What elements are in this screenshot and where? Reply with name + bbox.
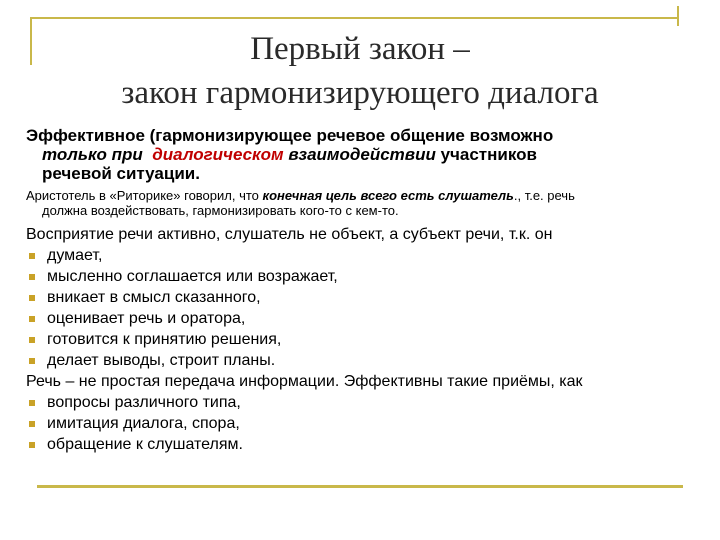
lead-line-2 <box>26 145 714 164</box>
square-bullet-icon <box>29 316 35 322</box>
aristotle-quote <box>26 188 714 218</box>
square-bullet-icon <box>29 400 35 406</box>
lead-italic-text: только при <box>42 145 143 164</box>
frame-bottom-rule <box>37 485 683 488</box>
square-bullet-icon <box>29 253 35 259</box>
list-item: думает, <box>26 245 714 266</box>
perception-intro: Восприятие речи активно, слушатель не объект, а субъект речи, т.к. он <box>26 226 553 243</box>
frame-top-rule <box>30 17 678 19</box>
frame-left-rule <box>30 17 32 65</box>
list-item: вникает в смысл сказанного, <box>26 287 714 308</box>
square-bullet-icon <box>29 358 35 364</box>
slide-title-line-1: Первый закон – <box>250 31 470 67</box>
square-bullet-icon <box>29 337 35 343</box>
perception-list <box>26 245 714 371</box>
list-item: делает выводы, строит планы. <box>26 350 714 371</box>
list-item: вопросы различного типа, <box>26 392 714 413</box>
square-bullet-icon <box>29 421 35 427</box>
lead-red-emphasis: диалогическом <box>152 145 284 164</box>
list-item: оценивает речь и оратора, <box>26 308 714 329</box>
lead-line-1: Эффективное (гармонизирующее речевое общение возможно <box>26 126 554 145</box>
list-item: готовится к принятию решения, <box>26 329 714 350</box>
slide-content <box>26 126 714 455</box>
techniques-intro: Речь – не простая передача информации. Эффективны такие приёмы, как <box>26 373 583 390</box>
square-bullet-icon <box>29 442 35 448</box>
lead-italic-text-2: взаимодействии <box>283 145 436 164</box>
lead-paragraph <box>26 126 714 183</box>
lead-line-3: речевой ситуации. <box>42 164 200 183</box>
lead-line-2-rest: участников <box>435 145 537 164</box>
frame-right-rule <box>677 6 679 26</box>
list-item: мысленно соглашается или возражает, <box>26 266 714 287</box>
square-bullet-icon <box>29 274 35 280</box>
quote-end: ., т.е. речь <box>513 188 575 203</box>
list-item: обращение к слушателям. <box>26 434 714 455</box>
list-item: имитация диалога, спора, <box>26 413 714 434</box>
quote-start: Аристотель в «Риторике» говорил, что <box>26 188 263 203</box>
quote-line-2: должна воздействовать, гармонизировать кого-то с кем-то. <box>42 203 399 218</box>
quote-emphasis: конечная цель всего есть слушатель <box>262 188 514 203</box>
square-bullet-icon <box>29 295 35 301</box>
slide-title-line-2: закон гармонизирующего диалога <box>121 75 599 111</box>
techniques-list <box>26 392 714 455</box>
